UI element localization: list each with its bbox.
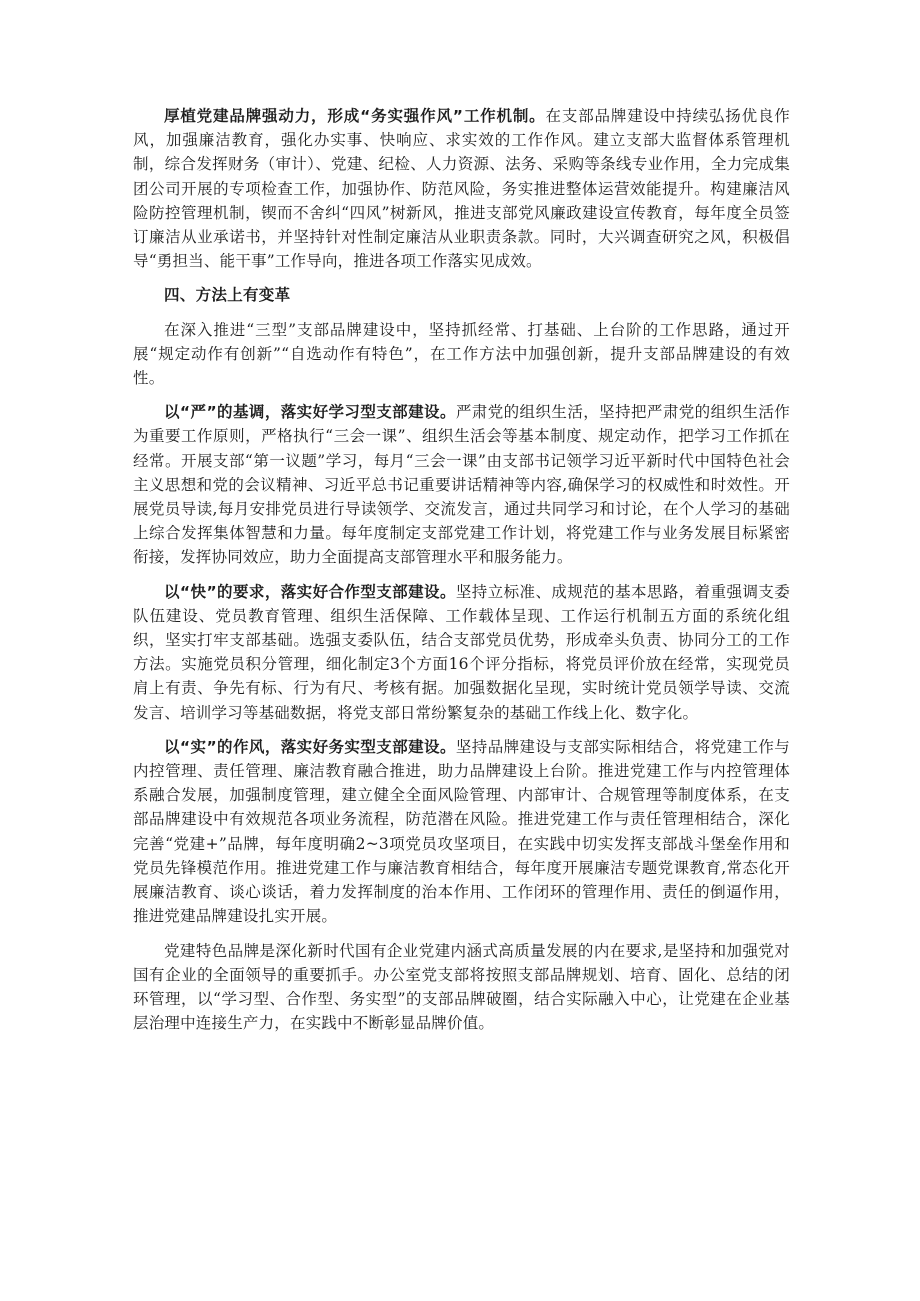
section-heading-method-reform: 四、方法上有变革 [164,286,291,305]
paragraph-cooperative-branch [133,580,790,725]
paragraph-body: 在深入推进“三型”支部品牌建设中，坚持抓经常、打基础、上台阶的工作思路，通过开展“规定动作有创新”“自选动作有特色”，在工作方法中加强创新，提升支部品牌建设的有效性。 [133,320,790,388]
paragraph-body: 坚持品牌建设与支部实际相结合，将党建工作与内控管理、责任管理、廉洁教育融合推进，助力品牌建设上台阶。推进党建工作与内控管理体系融合发展，加强制度管理，建立健全全面风险管理、内部审计、合规管理等制度体系，在支部品牌建设中有效规范各项业务流程，防范潜在风险。推进党建工作与责任管理相结合，深化完善“党建+”品牌，每年度明确2~3项党员攻坚项目，在实践中切实发挥支部战斗堡垒作用和党员先锋模范作用。推进党建工作与廉洁教育相结合，每年度开展廉洁专题党课教育,常态化开展廉洁教育、谈心谈话，着力发挥制度的治本作用、工作闭环的管理作用、责任的倒逼作用，推进党建品牌建设扎实开展。 [133,737,790,926]
paragraph-lead: 以“实”的作风，落实好务实型支部建设。 [164,737,456,756]
paragraph-body: 党建特色品牌是深化新时代国有企业党建内涵式高质量发展的内在要求,是坚持和加强党对国有企业的全面领导的重要抓手。办公室党支部将按照支部品牌规划、培育、固化、总结的闭环管理，以“学习型、合作型、务实型”的支部品牌破圈，结合实际融入中心，让党建在企业基层治理中连接生产力，在实践中不断彰显品牌价值。 [133,941,790,1033]
paragraph-body: 在支部品牌建设中持续弘扬优良作风，加强廉洁教育，强化办实事、快响应、求实效的工作作风。建立支部大监督体系管理机制，综合发挥财务（审计）、党建、纪检、人力资源、法务、采购等条线专业作用，全力完成集团公司开展的专项检查工作，加强协作、防范风险，务实推进整体运营效能提升。构建廉洁风险防控管理机制，锲而不舍纠“四风”树新风，推进支部党风廉政建设宣传教育，每年度全员签订廉洁从业承诺书，并坚持针对性制定廉洁从业职责条款。同时，大兴调查研究之风，积极倡导“勇担当、能干事”工作导向，推进各项工作落实见成效。 [133,107,790,271]
paragraph-learning-branch [133,400,790,569]
paragraph-body: 严肃党的组织生活，坚持把严肃党的组织生活作为重要工作原则，严格执行“三会一课”、组织生活会等基本制度、规定动作，把学习工作抓在经常。开展支部“第一议题”学习，每月“三会一课”由支部书记领学习近平新时代中国特色社会主义思想和党的会议精神、习近平总书记重要讲话精神等内容,确保学习的权威性和时效性。开展党员导读,每月安排党员进行导读领学、交流发言，通过共同学习和讨论，在个人学习的基础上综合发挥集体智慧和力量。每年度制定支部党建工作计划，将党建工作与业务发展目标紧密衔接，发挥协同效应，助力全面提高支部管理水平和服务能力。 [133,403,790,567]
paragraph-lead: 以“严”的基调，落实好学习型支部建设。 [164,403,456,422]
paragraph-work-style [133,104,790,273]
paragraph-method-intro [133,318,790,391]
paragraph-conclusion [133,939,790,1036]
paragraph-body: 坚持立标准、成规范的基本思路，着重强调支委队伍建设、党员教育管理、组织生活保障、工作载体呈现、工作运行机制五方面的系统化组织，坚实打牢支部基础。选强支委队伍，结合支部党员优势，形成牵头负责、协同分工的工作方法。实施党员积分管理，细化制定3个方面16个评分指标，将党员评价放在经常，实现党员肩上有责、争先有标、行为有尺、考核有据。加强数据化呈现，实时统计党员领学导读、交流发言、培训学习等基础数据，将党支部日常纷繁复杂的基础工作线上化、数字化。 [133,582,790,722]
paragraph-lead: 厚植党建品牌强动力，形成“务实强作风”工作机制。 [164,107,546,125]
paragraph-lead: 以“快”的要求，落实好合作型支部建设。 [164,582,456,601]
paragraph-pragmatic-branch [133,735,790,929]
